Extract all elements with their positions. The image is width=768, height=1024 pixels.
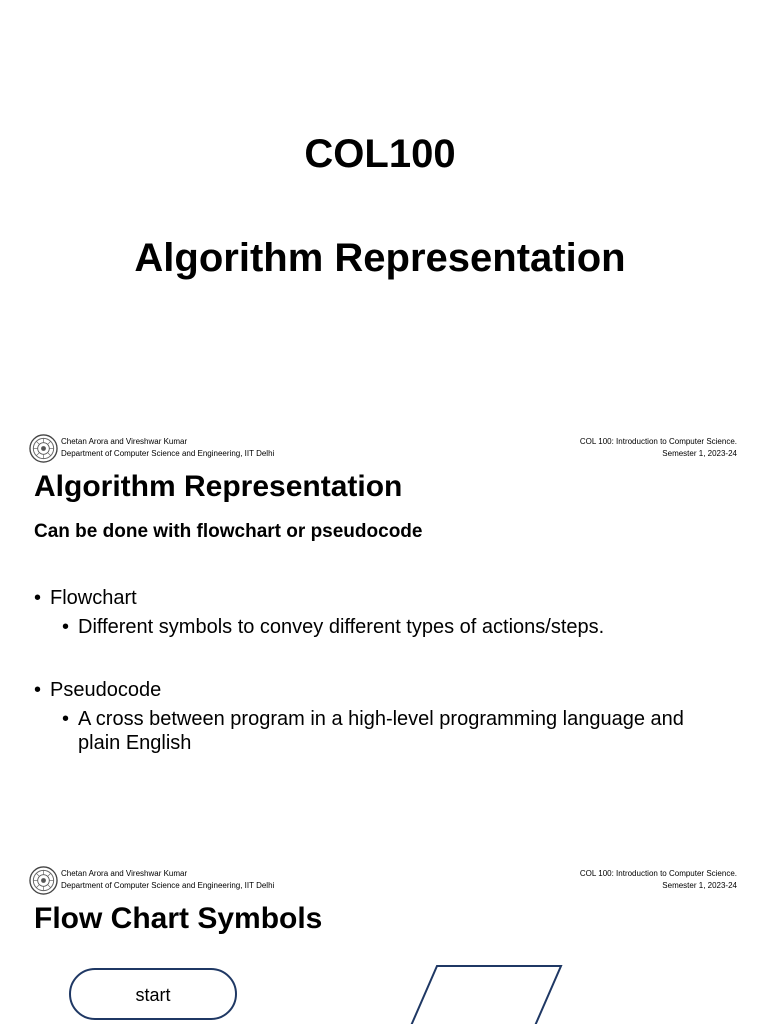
sub-bullet-flowchart xyxy=(62,615,718,639)
course-code: COL100 xyxy=(304,132,456,176)
authors-text: Chetan Arora and Vireshwar Kumar xyxy=(61,869,188,878)
course-line-text: COL 100: Introduction to Computer Science. xyxy=(579,869,737,878)
bullet-marker: • xyxy=(34,679,42,701)
sub-bullet-text: Different symbols to convey different types of actions/steps. xyxy=(78,616,605,638)
department-text: Department of Computer Science and Engineering, IIT Delhi xyxy=(61,448,275,458)
authors-text: Chetan Arora and Vireshwar Kumar xyxy=(61,437,188,446)
slide-title: Algorithm Representation xyxy=(34,470,403,503)
semester-text: Semester 1, 2023-24 xyxy=(662,880,737,890)
sub-bullet-pseudocode xyxy=(62,707,718,755)
iit-delhi-logo-icon xyxy=(29,434,58,463)
sub-bullet-text: A cross between program in a high-level programming language and plain English xyxy=(78,708,684,754)
bullet-label: Pseudocode xyxy=(50,679,162,701)
input-output-parallelogram-shape xyxy=(410,966,561,1024)
title-slide xyxy=(0,0,768,432)
course-line-text: COL 100: Introduction to Computer Science. xyxy=(579,437,737,446)
semester-text: Semester 1, 2023-24 xyxy=(662,448,737,458)
bullet-label: Flowchart xyxy=(50,587,137,609)
flow-chart-symbols-slide xyxy=(0,864,768,1024)
bullet-pseudocode xyxy=(34,678,161,702)
slide-header xyxy=(0,432,768,466)
slide-topic: Algorithm Representation xyxy=(134,236,626,280)
flowchart-symbols-canvas xyxy=(0,864,768,1024)
bullet-marker: • xyxy=(62,708,70,730)
header-course-block xyxy=(580,436,737,459)
start-symbol-label: start xyxy=(135,985,171,1005)
bullet-marker: • xyxy=(62,616,70,638)
bullet-flowchart xyxy=(34,586,137,610)
algorithm-representation-slide xyxy=(0,432,768,864)
slide-title: Flow Chart Symbols xyxy=(34,902,323,935)
header-authors-block xyxy=(61,436,274,459)
bullet-marker: • xyxy=(34,587,42,609)
department-text: Department of Computer Science and Engineering, IIT Delhi xyxy=(61,880,275,890)
slide-subtitle: Can be done with flowchart or pseudocode xyxy=(34,521,423,542)
